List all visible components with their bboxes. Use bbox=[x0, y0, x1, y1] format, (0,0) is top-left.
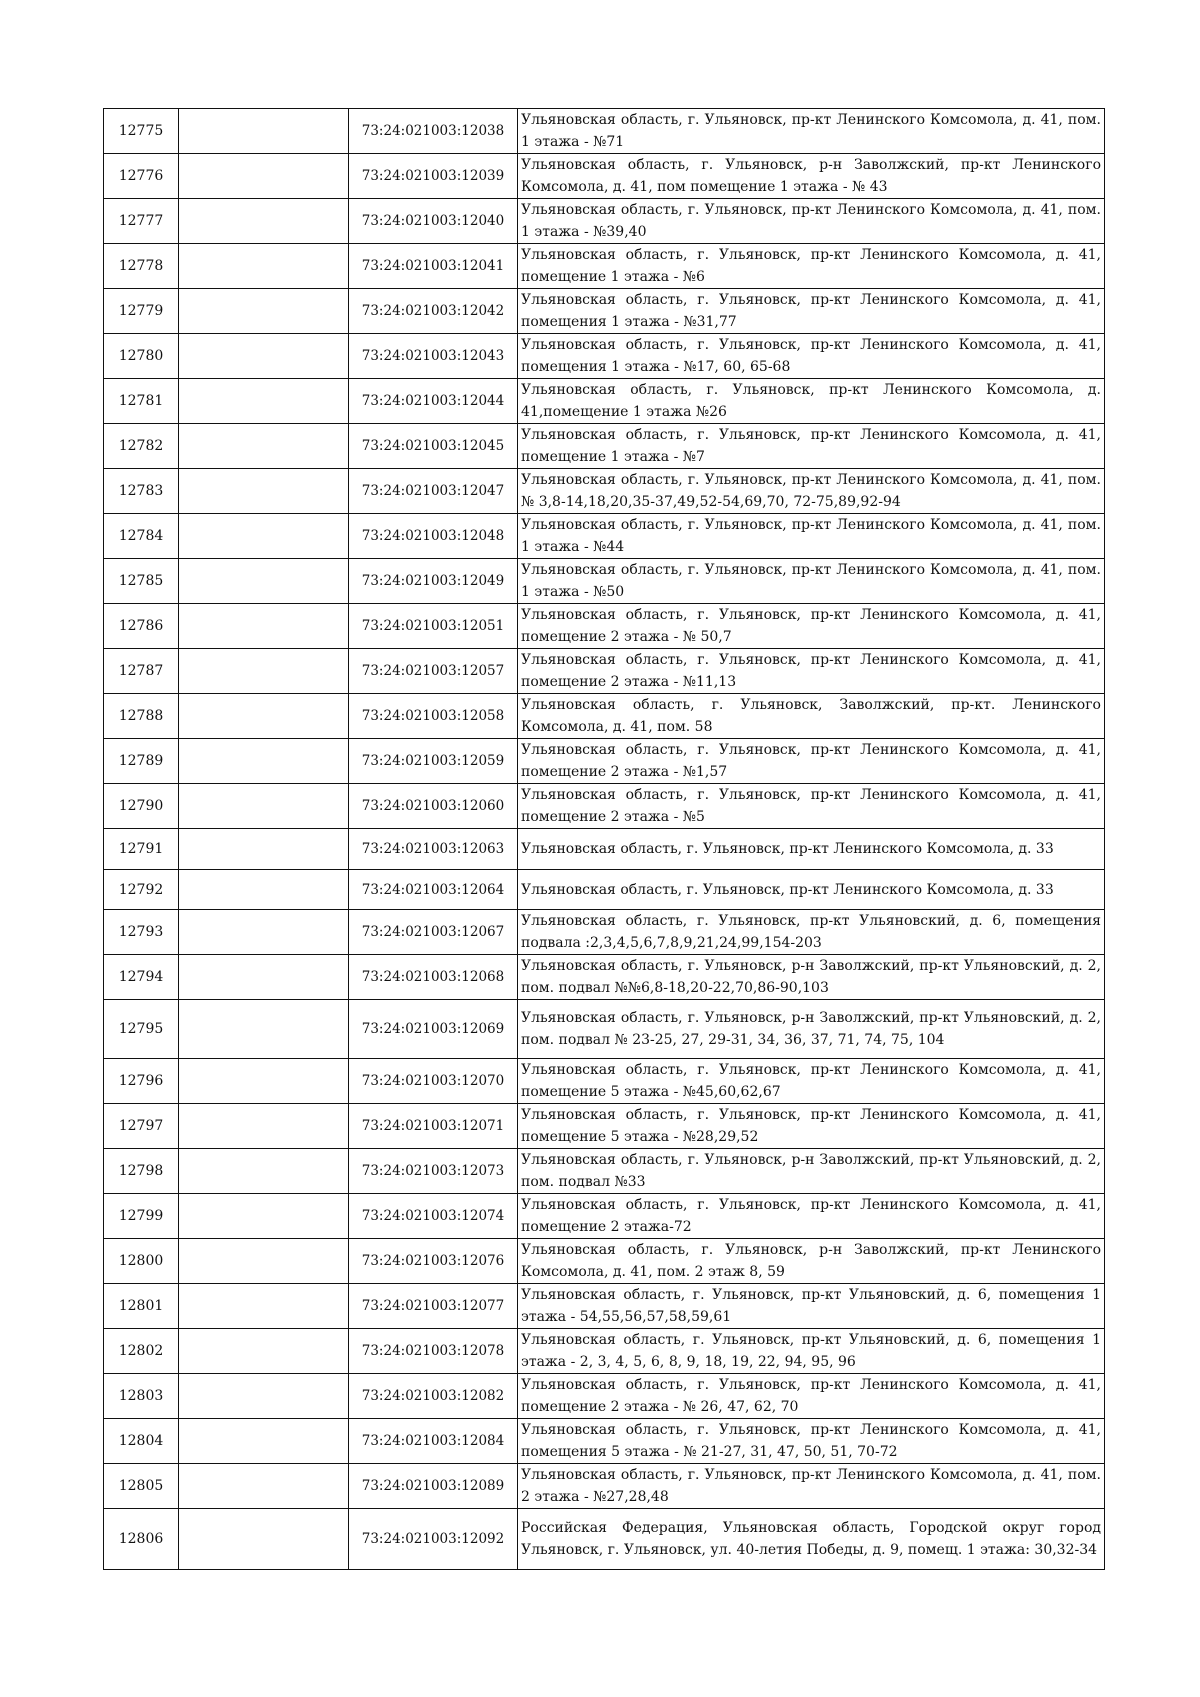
address-cell: Ульяновская область, г. Ульяновск, пр-кт Ульяновский, д. 6, помещения 1 этажа - 2, 3, 4, 5, 6, 8, 9, 18, 19, 22, 94, 95, 96 bbox=[518, 1329, 1105, 1374]
cadastral-number-cell: 73:24:021003:12068 bbox=[349, 955, 518, 1000]
address-cell: Ульяновская область, г. Ульяновск, р-н Заволжский, пр-кт Ульяновский, д. 2, пом. подвал №№6,8-18,20-22,70,86-90,103 bbox=[518, 955, 1105, 1000]
cadastral-number-cell: 73:24:021003:12069 bbox=[349, 1000, 518, 1059]
row-number-cell: 12796 bbox=[104, 1059, 179, 1104]
row-number-cell: 12803 bbox=[104, 1374, 179, 1419]
cadastral-number-cell: 73:24:021003:12051 bbox=[349, 604, 518, 649]
row-number-cell: 12793 bbox=[104, 910, 179, 955]
empty-cell bbox=[179, 1419, 349, 1464]
empty-cell bbox=[179, 199, 349, 244]
address-cell: Ульяновская область, г. Ульяновск, пр-кт Ленинского Комсомола, д. 41, помещения 1 этажа - №31,77 bbox=[518, 289, 1105, 334]
empty-cell bbox=[179, 154, 349, 199]
table-row bbox=[104, 694, 1105, 739]
cadastral-number-cell: 73:24:021003:12070 bbox=[349, 1059, 518, 1104]
empty-cell bbox=[179, 1149, 349, 1194]
table-row bbox=[104, 784, 1105, 829]
address-cell: Ульяновская область, г. Ульяновск, пр-кт Ленинского Комсомола, д. 41, помещение 1 этажа - №6 bbox=[518, 244, 1105, 289]
table-row bbox=[104, 424, 1105, 469]
cadastral-number-cell: 73:24:021003:12043 bbox=[349, 334, 518, 379]
empty-cell bbox=[179, 1509, 349, 1570]
table-row bbox=[104, 1509, 1105, 1570]
cadastral-number-cell: 73:24:021003:12074 bbox=[349, 1194, 518, 1239]
row-number-cell: 12797 bbox=[104, 1104, 179, 1149]
row-number-cell: 12778 bbox=[104, 244, 179, 289]
address-cell: Ульяновская область, г. Ульяновск, пр-кт Ленинского Комсомола, д. 41, пом. 2 этажа - №27,28,48 bbox=[518, 1464, 1105, 1509]
address-cell: Ульяновская область, г. Ульяновск, пр-кт Ульяновский, д. 6, помещения 1 этажа - 54,55,56,57,58,59,61 bbox=[518, 1284, 1105, 1329]
address-cell: Ульяновская область, г. Ульяновск, пр-кт Ленинского Комсомола, д. 33 bbox=[518, 829, 1105, 870]
empty-cell bbox=[179, 870, 349, 910]
cadastral-number-cell: 73:24:021003:12041 bbox=[349, 244, 518, 289]
cadastral-number-cell: 73:24:021003:12058 bbox=[349, 694, 518, 739]
address-cell: Ульяновская область, г. Ульяновск, пр-кт Ульяновский, д. 6, помещения подвала :2,3,4,5,6,7,8,9,21,24,99,154-203 bbox=[518, 910, 1105, 955]
cadastral-number-cell: 73:24:021003:12064 bbox=[349, 870, 518, 910]
property-registry-table bbox=[103, 108, 1105, 1570]
empty-cell bbox=[179, 109, 349, 154]
empty-cell bbox=[179, 1329, 349, 1374]
table-body bbox=[104, 109, 1105, 1570]
row-number-cell: 12806 bbox=[104, 1509, 179, 1570]
empty-cell bbox=[179, 1374, 349, 1419]
empty-cell bbox=[179, 514, 349, 559]
address-cell: Ульяновская область, г. Ульяновск, пр-кт Ленинского Комсомола, д. 41,помещение 1 этажа №26 bbox=[518, 379, 1105, 424]
address-cell: Ульяновская область, г. Ульяновск, пр-кт Ленинского Комсомола, д. 41, помещение 5 этажа - №45,60,62,67 bbox=[518, 1059, 1105, 1104]
address-cell: Ульяновская область, г. Ульяновск, р-н Заволжский, пр-кт Ульяновский, д. 2, пом. подвал №33 bbox=[518, 1149, 1105, 1194]
table-row bbox=[104, 289, 1105, 334]
cadastral-number-cell: 73:24:021003:12057 bbox=[349, 649, 518, 694]
empty-cell bbox=[179, 739, 349, 784]
empty-cell bbox=[179, 694, 349, 739]
row-number-cell: 12781 bbox=[104, 379, 179, 424]
row-number-cell: 12777 bbox=[104, 199, 179, 244]
row-number-cell: 12787 bbox=[104, 649, 179, 694]
empty-cell bbox=[179, 469, 349, 514]
row-number-cell: 12784 bbox=[104, 514, 179, 559]
address-cell: Ульяновская область, г. Ульяновск, пр-кт Ленинского Комсомола, д. 41, пом. 1 этажа - №71 bbox=[518, 109, 1105, 154]
cadastral-number-cell: 73:24:021003:12039 bbox=[349, 154, 518, 199]
empty-cell bbox=[179, 649, 349, 694]
cadastral-number-cell: 73:24:021003:12071 bbox=[349, 1104, 518, 1149]
address-cell: Ульяновская область, г. Ульяновск, пр-кт Ленинского Комсомола, д. 41, помещения 1 этажа - №17, 60, 65-68 bbox=[518, 334, 1105, 379]
empty-cell bbox=[179, 784, 349, 829]
empty-cell bbox=[179, 1000, 349, 1059]
empty-cell bbox=[179, 1239, 349, 1284]
cadastral-number-cell: 73:24:021003:12047 bbox=[349, 469, 518, 514]
row-number-cell: 12789 bbox=[104, 739, 179, 784]
table-row bbox=[104, 1284, 1105, 1329]
table-row bbox=[104, 1104, 1105, 1149]
row-number-cell: 12800 bbox=[104, 1239, 179, 1284]
cadastral-number-cell: 73:24:021003:12089 bbox=[349, 1464, 518, 1509]
empty-cell bbox=[179, 424, 349, 469]
address-cell: Ульяновская область, г. Ульяновск, пр-кт Ленинского Комсомола, д. 41, помещение 2 этажа - №5 bbox=[518, 784, 1105, 829]
table-row bbox=[104, 910, 1105, 955]
table-row bbox=[104, 1374, 1105, 1419]
table-row bbox=[104, 244, 1105, 289]
cadastral-number-cell: 73:24:021003:12078 bbox=[349, 1329, 518, 1374]
table-row bbox=[104, 955, 1105, 1000]
table-row bbox=[104, 1194, 1105, 1239]
address-cell: Ульяновская область, г. Ульяновск, пр-кт Ленинского Комсомола, д. 41, помещение 2 этажа - №1,57 bbox=[518, 739, 1105, 784]
table-row bbox=[104, 1149, 1105, 1194]
table-row bbox=[104, 1000, 1105, 1059]
cadastral-number-cell: 73:24:021003:12038 bbox=[349, 109, 518, 154]
table-row bbox=[104, 739, 1105, 784]
cadastral-number-cell: 73:24:021003:12077 bbox=[349, 1284, 518, 1329]
row-number-cell: 12788 bbox=[104, 694, 179, 739]
empty-cell bbox=[179, 559, 349, 604]
address-cell: Ульяновская область, г. Ульяновск, р-н Заволжский, пр-кт Ленинского Комсомола, д. 41, пом помещение 1 этажа - № 43 bbox=[518, 154, 1105, 199]
table-row bbox=[104, 1329, 1105, 1374]
row-number-cell: 12782 bbox=[104, 424, 179, 469]
row-number-cell: 12792 bbox=[104, 870, 179, 910]
table-row bbox=[104, 514, 1105, 559]
address-cell: Ульяновская область, г. Ульяновск, пр-кт Ленинского Комсомола, д. 33 bbox=[518, 870, 1105, 910]
empty-cell bbox=[179, 244, 349, 289]
row-number-cell: 12786 bbox=[104, 604, 179, 649]
cadastral-number-cell: 73:24:021003:12076 bbox=[349, 1239, 518, 1284]
table-row bbox=[104, 604, 1105, 649]
cadastral-number-cell: 73:24:021003:12044 bbox=[349, 379, 518, 424]
row-number-cell: 12795 bbox=[104, 1000, 179, 1059]
address-cell: Ульяновская область, г. Ульяновск, пр-кт Ленинского Комсомола, д. 41, помещение 2 этажа - № 26, 47, 62, 70 bbox=[518, 1374, 1105, 1419]
empty-cell bbox=[179, 1104, 349, 1149]
address-cell: Ульяновская область, г. Ульяновск, пр-кт Ленинского Комсомола, д. 41, помещение 2 этажа - № 50,7 bbox=[518, 604, 1105, 649]
empty-cell bbox=[179, 289, 349, 334]
address-cell: Ульяновская область, г. Ульяновск, пр-кт Ленинского Комсомола, д. 41, помещение 2 этажа-72 bbox=[518, 1194, 1105, 1239]
table-row bbox=[104, 1464, 1105, 1509]
row-number-cell: 12804 bbox=[104, 1419, 179, 1464]
address-cell: Ульяновская область, г. Ульяновск, пр-кт Ленинского Комсомола, д. 41, помещения 5 этажа - № 21-27, 31, 47, 50, 51, 70-72 bbox=[518, 1419, 1105, 1464]
table-row bbox=[104, 1239, 1105, 1284]
cadastral-number-cell: 73:24:021003:12040 bbox=[349, 199, 518, 244]
row-number-cell: 12805 bbox=[104, 1464, 179, 1509]
cadastral-number-cell: 73:24:021003:12092 bbox=[349, 1509, 518, 1570]
row-number-cell: 12790 bbox=[104, 784, 179, 829]
cadastral-number-cell: 73:24:021003:12042 bbox=[349, 289, 518, 334]
row-number-cell: 12779 bbox=[104, 289, 179, 334]
address-cell: Российская Федерация, Ульяновская область, Городской округ город Ульяновск, г. Ульяновск, ул. 40-летия Победы, д. 9, помещ. 1 этажа: 30,32-34 bbox=[518, 1509, 1105, 1570]
address-cell: Ульяновская область, г. Ульяновск, пр-кт Ленинского Комсомола, д. 41, пом. 1 этажа - №39,40 bbox=[518, 199, 1105, 244]
table-row bbox=[104, 469, 1105, 514]
empty-cell bbox=[179, 1464, 349, 1509]
row-number-cell: 12801 bbox=[104, 1284, 179, 1329]
cadastral-number-cell: 73:24:021003:12084 bbox=[349, 1419, 518, 1464]
table-row bbox=[104, 1419, 1105, 1464]
address-cell: Ульяновская область, г. Ульяновск, пр-кт Ленинского Комсомола, д. 41, помещение 2 этажа - №11,13 bbox=[518, 649, 1105, 694]
address-cell: Ульяновская область, г. Ульяновск, пр-кт Ленинского Комсомола, д. 41, помещение 5 этажа - №28,29,52 bbox=[518, 1104, 1105, 1149]
empty-cell bbox=[179, 829, 349, 870]
row-number-cell: 12798 bbox=[104, 1149, 179, 1194]
table-row bbox=[104, 334, 1105, 379]
cadastral-number-cell: 73:24:021003:12082 bbox=[349, 1374, 518, 1419]
table-row bbox=[104, 199, 1105, 244]
cadastral-number-cell: 73:24:021003:12063 bbox=[349, 829, 518, 870]
cadastral-number-cell: 73:24:021003:12060 bbox=[349, 784, 518, 829]
address-cell: Ульяновская область, г. Ульяновск, пр-кт Ленинского Комсомола, д. 41, помещение 1 этажа - №7 bbox=[518, 424, 1105, 469]
address-cell: Ульяновская область, г. Ульяновск, р-н Заволжский, пр-кт Ленинского Комсомола, д. 41, пом. 2 этаж 8, 59 bbox=[518, 1239, 1105, 1284]
row-number-cell: 12775 bbox=[104, 109, 179, 154]
row-number-cell: 12783 bbox=[104, 469, 179, 514]
row-number-cell: 12776 bbox=[104, 154, 179, 199]
table-row bbox=[104, 649, 1105, 694]
address-cell: Ульяновская область, г. Ульяновск, р-н Заволжский, пр-кт Ульяновский, д. 2, пом. подвал № 23-25, 27, 29-31, 34, 36, 37, 71, 74, 75, 104 bbox=[518, 1000, 1105, 1059]
table-row bbox=[104, 559, 1105, 604]
table-row bbox=[104, 870, 1105, 910]
row-number-cell: 12799 bbox=[104, 1194, 179, 1239]
cadastral-number-cell: 73:24:021003:12073 bbox=[349, 1149, 518, 1194]
empty-cell bbox=[179, 604, 349, 649]
empty-cell bbox=[179, 910, 349, 955]
address-cell: Ульяновская область, г. Ульяновск, Заволжский, пр-кт. Ленинского Комсомола, д. 41, пом. 58 bbox=[518, 694, 1105, 739]
empty-cell bbox=[179, 1284, 349, 1329]
empty-cell bbox=[179, 379, 349, 424]
table-row bbox=[104, 379, 1105, 424]
empty-cell bbox=[179, 1059, 349, 1104]
row-number-cell: 12794 bbox=[104, 955, 179, 1000]
table-row bbox=[104, 829, 1105, 870]
table-row bbox=[104, 109, 1105, 154]
empty-cell bbox=[179, 334, 349, 379]
cadastral-number-cell: 73:24:021003:12067 bbox=[349, 910, 518, 955]
cadastral-number-cell: 73:24:021003:12048 bbox=[349, 514, 518, 559]
table-row bbox=[104, 154, 1105, 199]
cadastral-number-cell: 73:24:021003:12049 bbox=[349, 559, 518, 604]
empty-cell bbox=[179, 955, 349, 1000]
empty-cell bbox=[179, 1194, 349, 1239]
row-number-cell: 12791 bbox=[104, 829, 179, 870]
cadastral-number-cell: 73:24:021003:12059 bbox=[349, 739, 518, 784]
address-cell: Ульяновская область, г. Ульяновск, пр-кт Ленинского Комсомола, д. 41, пом. 1 этажа - №50 bbox=[518, 559, 1105, 604]
table-row bbox=[104, 1059, 1105, 1104]
cadastral-number-cell: 73:24:021003:12045 bbox=[349, 424, 518, 469]
row-number-cell: 12780 bbox=[104, 334, 179, 379]
row-number-cell: 12785 bbox=[104, 559, 179, 604]
address-cell: Ульяновская область, г. Ульяновск, пр-кт Ленинского Комсомола, д. 41, пом. 1 этажа - №44 bbox=[518, 514, 1105, 559]
row-number-cell: 12802 bbox=[104, 1329, 179, 1374]
address-cell: Ульяновская область, г. Ульяновск, пр-кт Ленинского Комсомола, д. 41, пом. № 3,8-14,18,20,35-37,49,52-54,69,70, 72-75,89,92-94 bbox=[518, 469, 1105, 514]
